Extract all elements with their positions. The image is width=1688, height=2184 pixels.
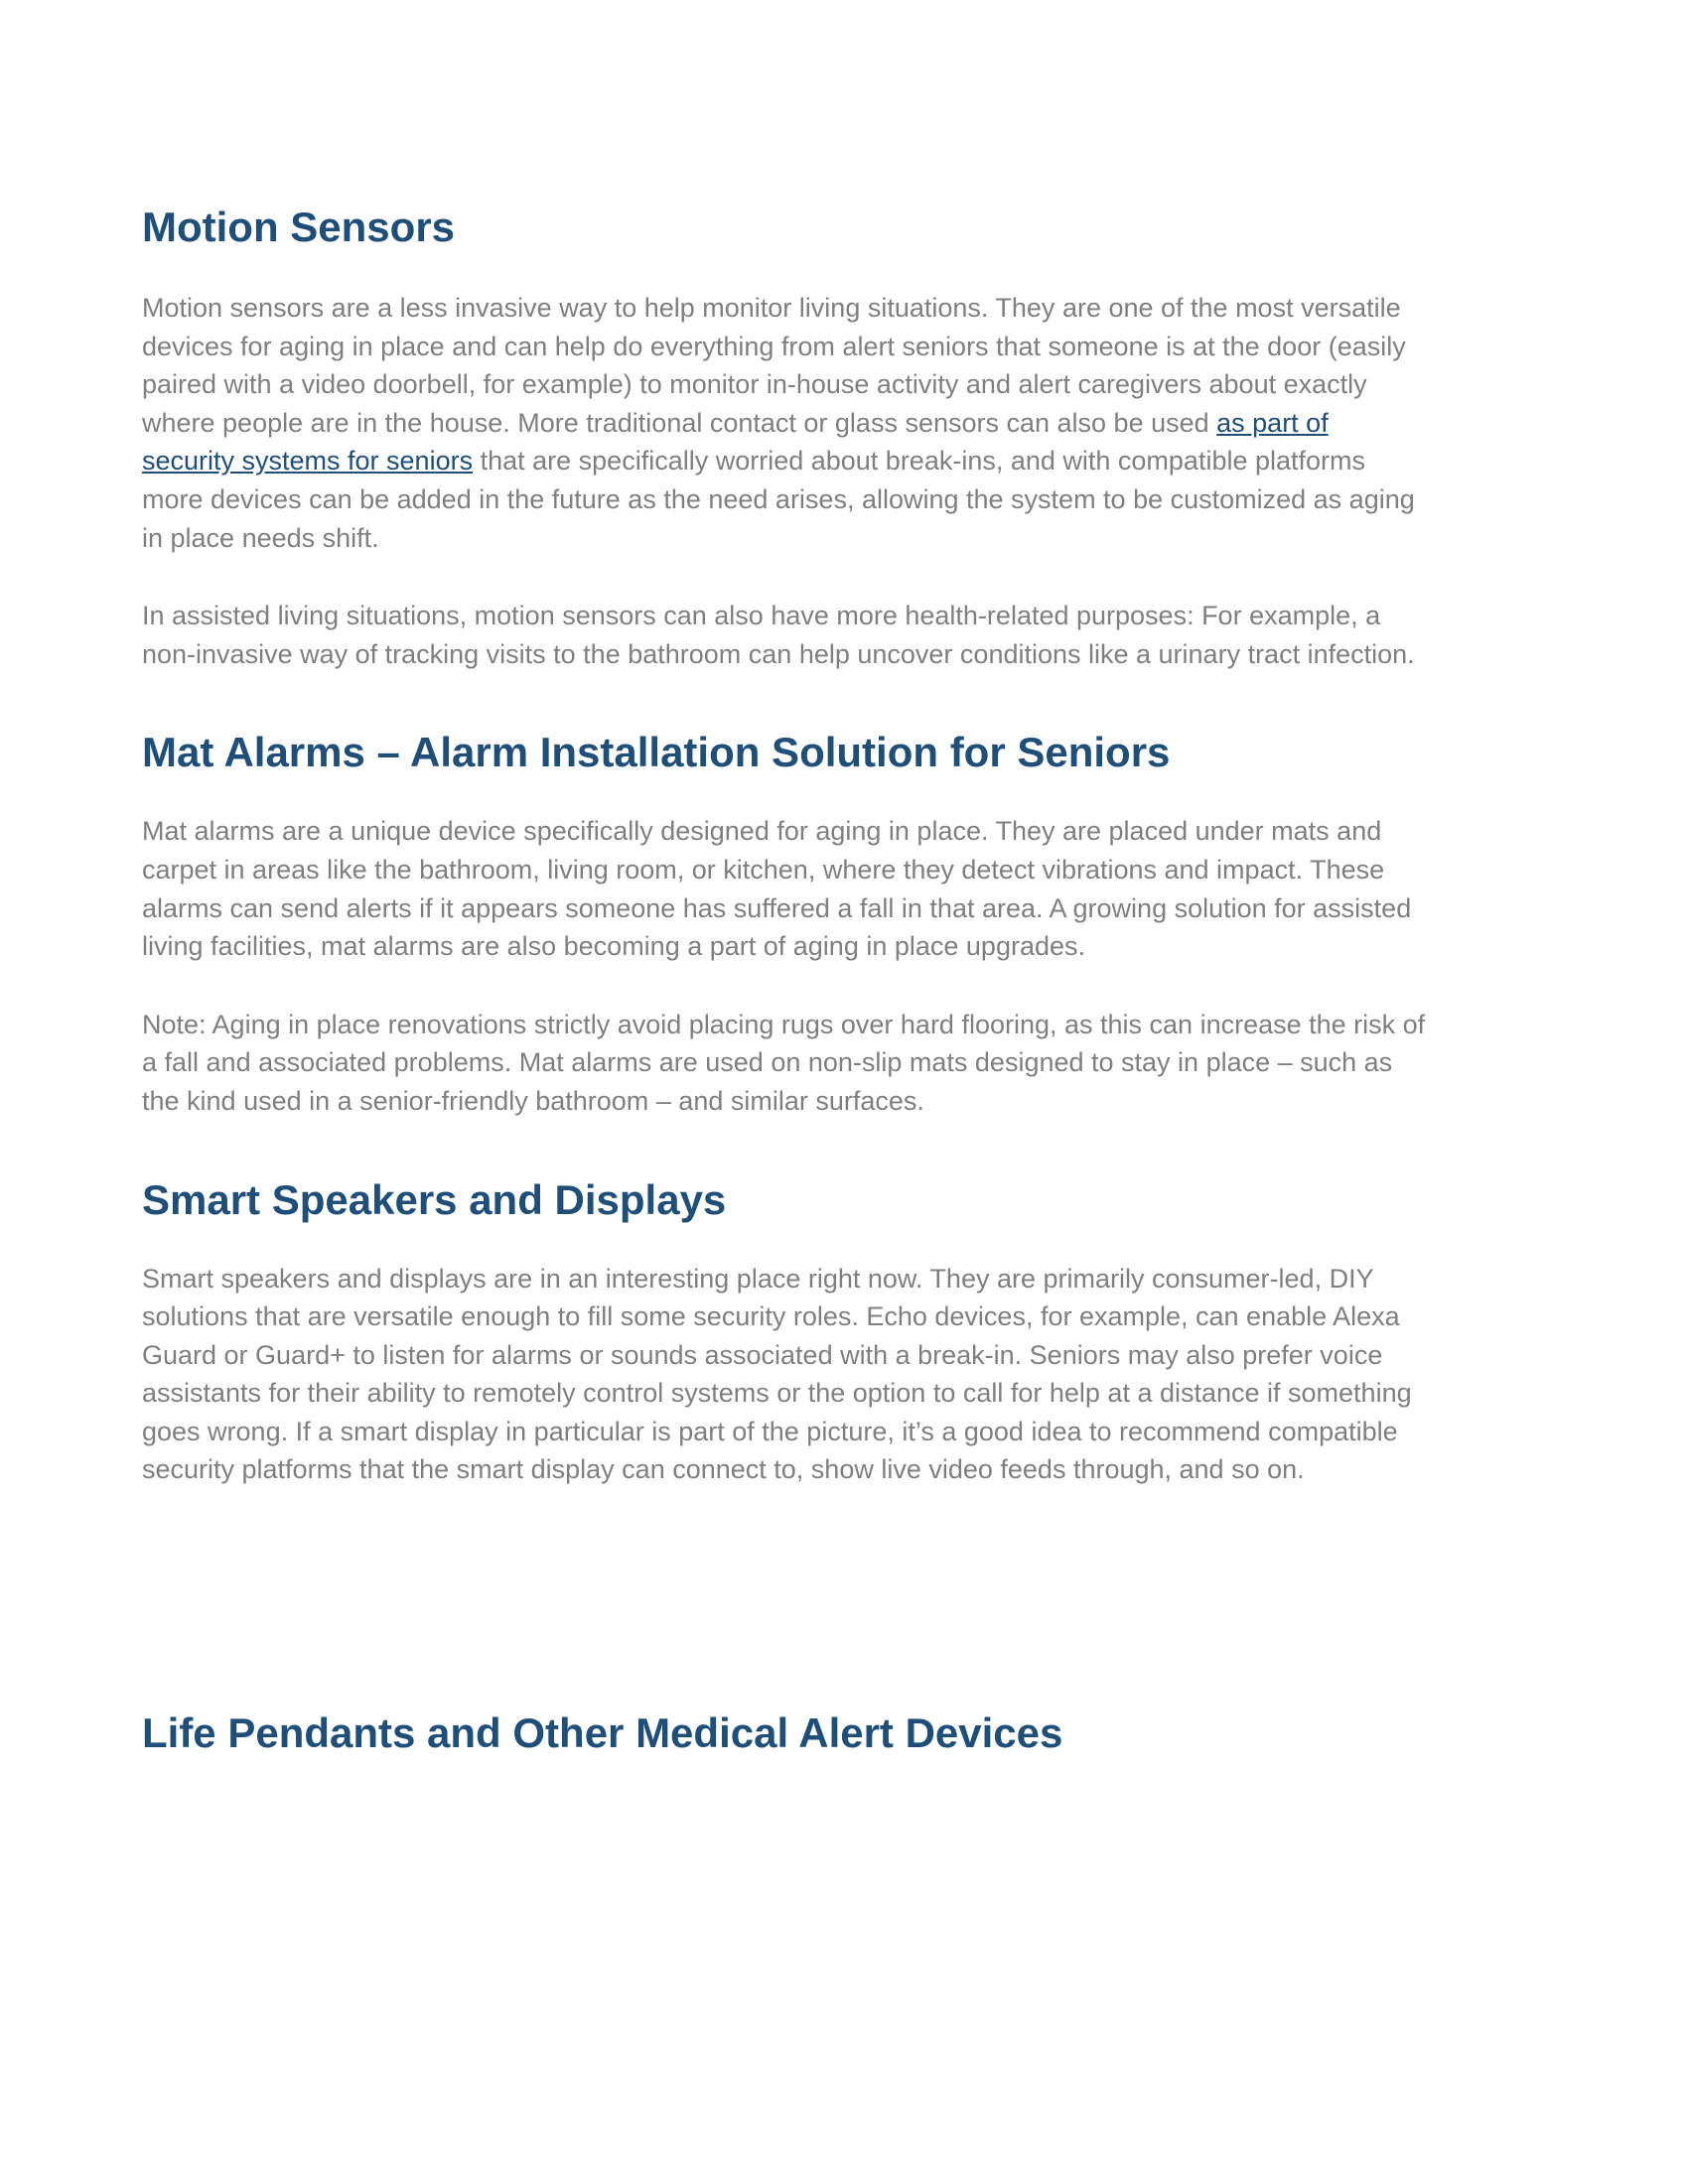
paragraph-text-after-link: that are specifically worried about break-ins, and with compatible platforms more devices can be added in the future as the need arises, allowing the system to be customized as aging in place needs shift. [142,446,1415,553]
paragraph-mat-alarms-1: Mat alarms are a unique device specifically designed for aging in place. They are placed under mats and carpet in areas like the bathroom, living room, or kitchen, where they detect vibrations and impact. These alarms can send alerts if it appears someone has suffered a fall in that area. A growing solution for assisted living facilities, mat alarms are also becoming a part of aging in place upgrades. [142,816,1412,962]
heading-mat-alarms: Mat Alarms – Alarm Installation Solution for Seniors [142,729,1171,776]
heading-life-pendants: Life Pendants and Other Medical Alert Devices [142,1709,1063,1757]
paragraph-motion-sensors-1 [142,289,1428,557]
paragraph-smart-speakers: Smart speakers and displays are in an interesting place right now. They are primarily consumer-led, DIY solutions that are versatile enough to fill some security roles. Echo devices, for example, can enable Alexa Guard or Guard+ to listen for alarms or sounds associated with a break-in. Seniors may also prefer voice assistants for their ability to remotely control systems or the option to call for help at a distance if something goes wrong. If a smart display in particular is part of the picture, it’s a good idea to recommend compatible security platforms that the smart display can connect to, show live video feeds through, and so on. [142,1263,1412,1485]
paragraph-text-before-link: Motion sensors are a less invasive way to help monitor living situations. They are one of the most versatile devices for aging in place and can help do everything from alert seniors that someone is at the door (easily paired with a video doorbell, for example) to monitor in-house activity and alert caregivers about exactly where people are in the house. More traditional contact or glass sensors can also be used [142,293,1406,438]
security-systems-for-seniors-link[interactable]: as part of security systems for seniors [142,407,1329,477]
paragraph-motion-sensors-2: In assisted living situations, motion sensors can also have more health-related purposes: For example, a non-invasive way of tracking visits to the bathroom can help uncover conditions like a urinary tract infection. [142,601,1415,669]
heading-motion-sensors: Motion Sensors [142,204,456,250]
document-content [142,204,1428,1757]
paragraph-mat-alarms-note: Note: Aging in place renovations strictly avoid placing rugs over hard flooring, as this can increase the risk of a fall and associated problems. Mat alarms are used on non-slip mats designed to stay in place – such as the kind used in a senior-friendly bathroom – and similar surfaces. [142,1009,1426,1116]
heading-smart-speakers: Smart Speakers and Displays [142,1175,727,1223]
